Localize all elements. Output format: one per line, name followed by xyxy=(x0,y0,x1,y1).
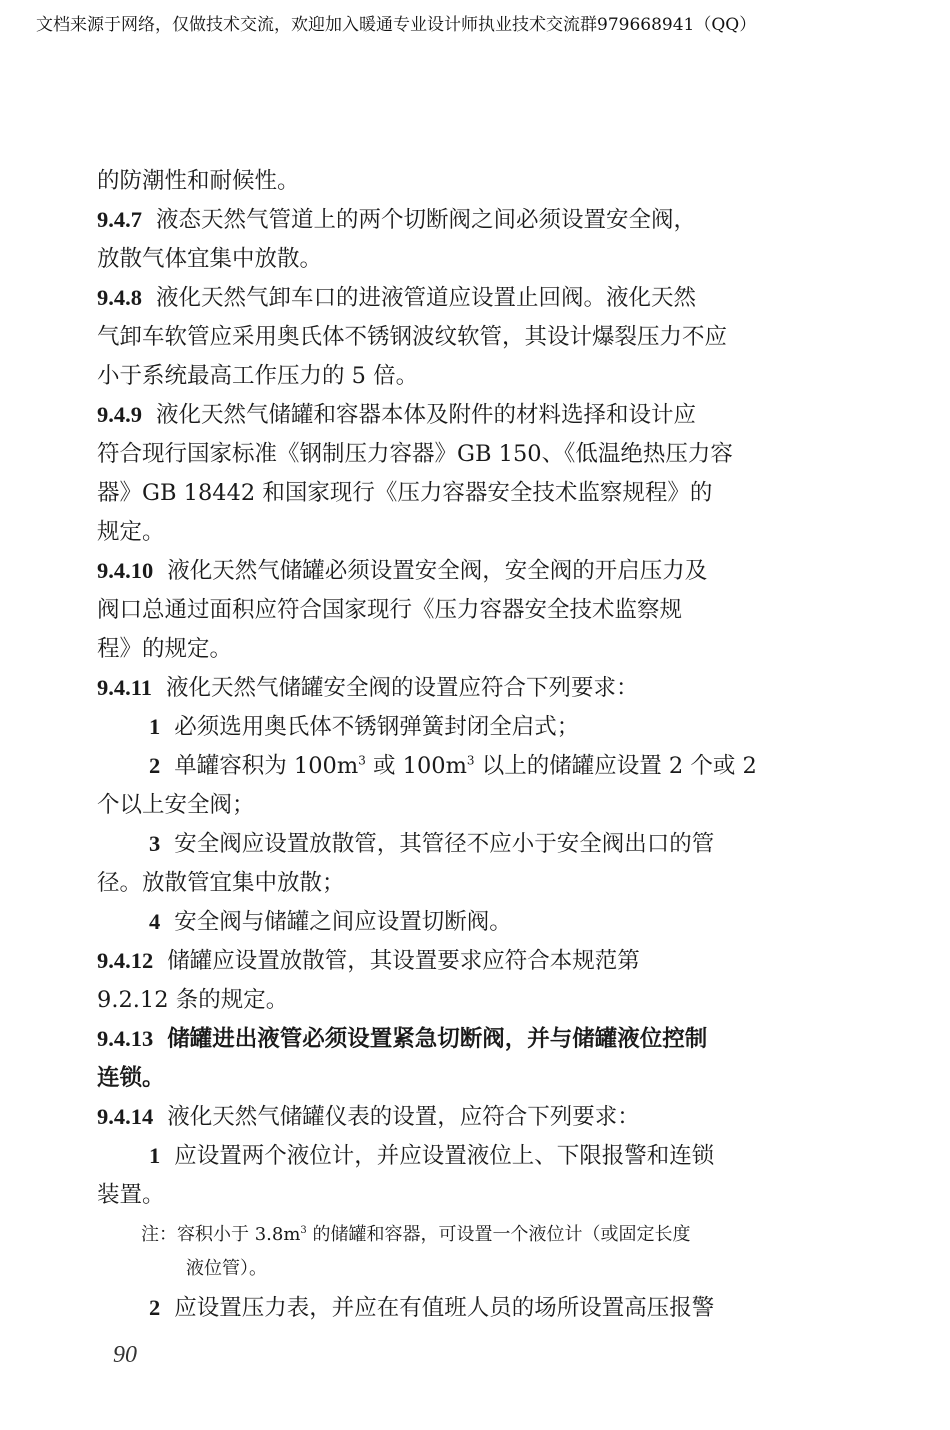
list-item: 1 必须选用奥氏体不锈钢弹簧封闭全启式； xyxy=(149,714,580,740)
item-number: 2 xyxy=(149,1295,161,1320)
text-line: 符合现行国家标准《钢制压力容器》GB 150、《低温绝热压力容 xyxy=(97,441,733,467)
clause-9-4-13: 9.4.13 储罐进出液管必须设置紧急切断阀，并与储罐液位控制 xyxy=(97,1026,708,1052)
text-line: 放散气体宜集中放散。 xyxy=(97,246,323,272)
clause-9-4-11: 9.4.11 液化天然气储罐安全阀的设置应符合下列要求： xyxy=(97,675,639,701)
clause-number: 9.4.13 xyxy=(97,1026,154,1051)
clause-9-4-8: 9.4.8 液化天然气卸车口的进液管道应设置止回阀。液化天然 xyxy=(97,285,697,311)
text-line: 连锁。 xyxy=(97,1065,165,1091)
clause-number: 9.4.14 xyxy=(97,1104,154,1129)
list-item: 4 安全阀与储罐之间应设置切断阀。 xyxy=(149,909,512,935)
clause-number: 9.4.9 xyxy=(97,402,142,427)
clause-9-4-14: 9.4.14 液化天然气储罐仪表的设置，应符合下列要求： xyxy=(97,1104,640,1130)
clause-number: 9.4.11 xyxy=(97,675,153,700)
watermark-header: 文档来源于网络，仅做技术交流，欢迎加入暖通专业设计师执业技术交流群979668941（QQ） xyxy=(36,15,757,35)
clause-number: 9.4.8 xyxy=(97,285,142,310)
item-number: 2 xyxy=(149,753,161,778)
note-line: 液位管）。 xyxy=(186,1258,267,1279)
text-line: 规定。 xyxy=(97,519,165,545)
clause-number: 9.4.12 xyxy=(97,948,154,973)
text-line: 程》的规定。 xyxy=(97,636,233,662)
text-line: 装置。 xyxy=(97,1182,165,1208)
text-line: 径。放散管宜集中放散； xyxy=(97,870,345,896)
clause-9-4-10: 9.4.10 液化天然气储罐必须设置安全阀，安全阀的开启压力及 xyxy=(97,558,708,584)
list-item: 3 安全阀应设置放散管，其管径不应小于安全阀出口的管 xyxy=(149,831,715,857)
text-line: 9.2.12 条的规定。 xyxy=(97,987,289,1013)
text-line: 气卸车软管应采用奥氏体不锈钢波纹软管，其设计爆裂压力不应 xyxy=(97,324,728,350)
clause-9-4-7: 9.4.7 液态天然气管道上的两个切断阀之间必须设置安全阀， xyxy=(97,207,697,233)
clause-9-4-12: 9.4.12 储罐应设置放散管，其设置要求应符合本规范第 xyxy=(97,948,640,974)
list-item: 1 应设置两个液位计，并应设置液位上、下限报警和连锁 xyxy=(149,1143,715,1169)
text-line: 阀口总通过面积应符合国家现行《压力容器安全技术监察规 xyxy=(97,597,683,623)
list-item: 2 应设置压力表，并应在有值班人员的场所设置高压报警 xyxy=(149,1295,715,1321)
text-line: 的防潮性和耐候性。 xyxy=(97,168,300,194)
clause-number: 9.4.7 xyxy=(97,207,142,232)
text-line: 器》GB 18442 和国家现行《压力容器安全技术监察规程》的 xyxy=(97,480,713,506)
note-line: 注：容积小于 $3.8m^3$ 的储罐和容器，可设置一个液位计（或固定长度 xyxy=(141,1224,691,1245)
list-item: 2 单罐容积为 $100m^3$ 或 $100m^3$ 以上的储罐应设置 2 个或 2 xyxy=(149,753,757,779)
text-line: 个以上安全阀； xyxy=(97,792,255,818)
item-number: 1 xyxy=(149,714,161,739)
item-number: 3 xyxy=(149,831,161,856)
clause-9-4-9: 9.4.9 液化天然气储罐和容器本体及附件的材料选择和设计应 xyxy=(97,402,697,428)
page-number: 90 xyxy=(113,1342,137,1368)
item-number: 1 xyxy=(149,1143,161,1168)
clause-number: 9.4.10 xyxy=(97,558,154,583)
item-number: 4 xyxy=(149,909,161,934)
text-line: 小于系统最高工作压力的 5 倍。 xyxy=(97,363,419,389)
